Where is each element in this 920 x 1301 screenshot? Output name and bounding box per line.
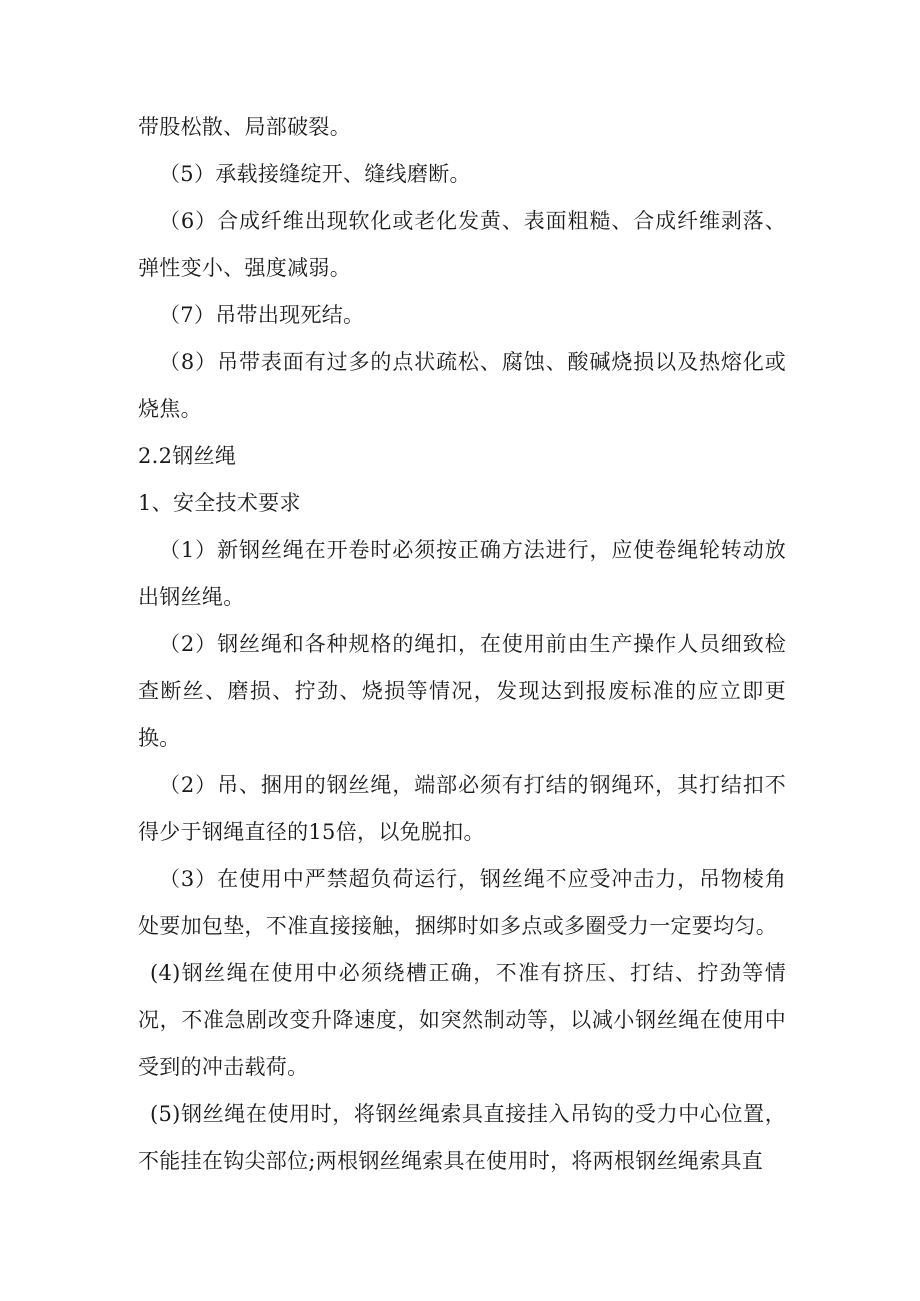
paragraph-item-7: （7）吊带出现死结。 [159, 303, 365, 327]
subsection-heading-safety-requirements: 1、安全技术要求 [138, 491, 301, 515]
paragraph-rule-3: （3）在使用中严禁超负荷运行，钢丝绳不应受冲击力，吊物棱角处要加包垫，不准直接接触，捆绑时如多点或多圈受力一定要均匀。 [138, 867, 786, 938]
paragraph-rule-5: (5)钢丝绳在使用时，将钢丝绳索具直接挂入吊钩的受力中心位置，不能挂在钩尖部位;两根钢丝绳索具在使用时，将两根钢丝绳索具直 [138, 1102, 786, 1173]
document-body [138, 104, 786, 1185]
paragraph-item-8: （8）吊带表面有过多的点状疏松、腐蚀、酸碱烧损以及热熔化或烧焦。 [138, 350, 786, 421]
section-heading-wire-rope: 2.2钢丝绳 [138, 444, 237, 468]
paragraph-rule-2b: （2）吊、捆用的钢丝绳，端部必须有打结的钢绳环，其打结扣不得少于钢绳直径的15倍，以免脱扣。 [138, 773, 786, 844]
paragraph-rule-1: （1）新钢丝绳在开卷时必须按正确方法进行，应使卷绳轮转动放出钢丝绳。 [138, 538, 786, 609]
paragraph-item-5: （5）承载接缝绽开、缝线磨断。 [159, 162, 471, 186]
paragraph-continuation: 带股松散、局部破裂。 [138, 115, 351, 139]
paragraph-item-6: （6）合成纤维出现软化或老化发黄、表面粗糙、合成纤维剥落、弹性变小、强度减弱。 [138, 209, 786, 280]
paragraph-rule-4: (4)钢丝绳在使用中必须绕槽正确，不准有挤压、打结、拧劲等情况，不准急剧改变升降速度，如突然制动等，以减小钢丝绳在使用中受到的冲击载荷。 [138, 961, 786, 1079]
paragraph-rule-2a: （2）钢丝绳和各种规格的绳扣，在使用前由生产操作人员细致检查断丝、磨损、拧劲、烧损等情况，发现达到报废标准的应立即更换。 [138, 632, 786, 750]
